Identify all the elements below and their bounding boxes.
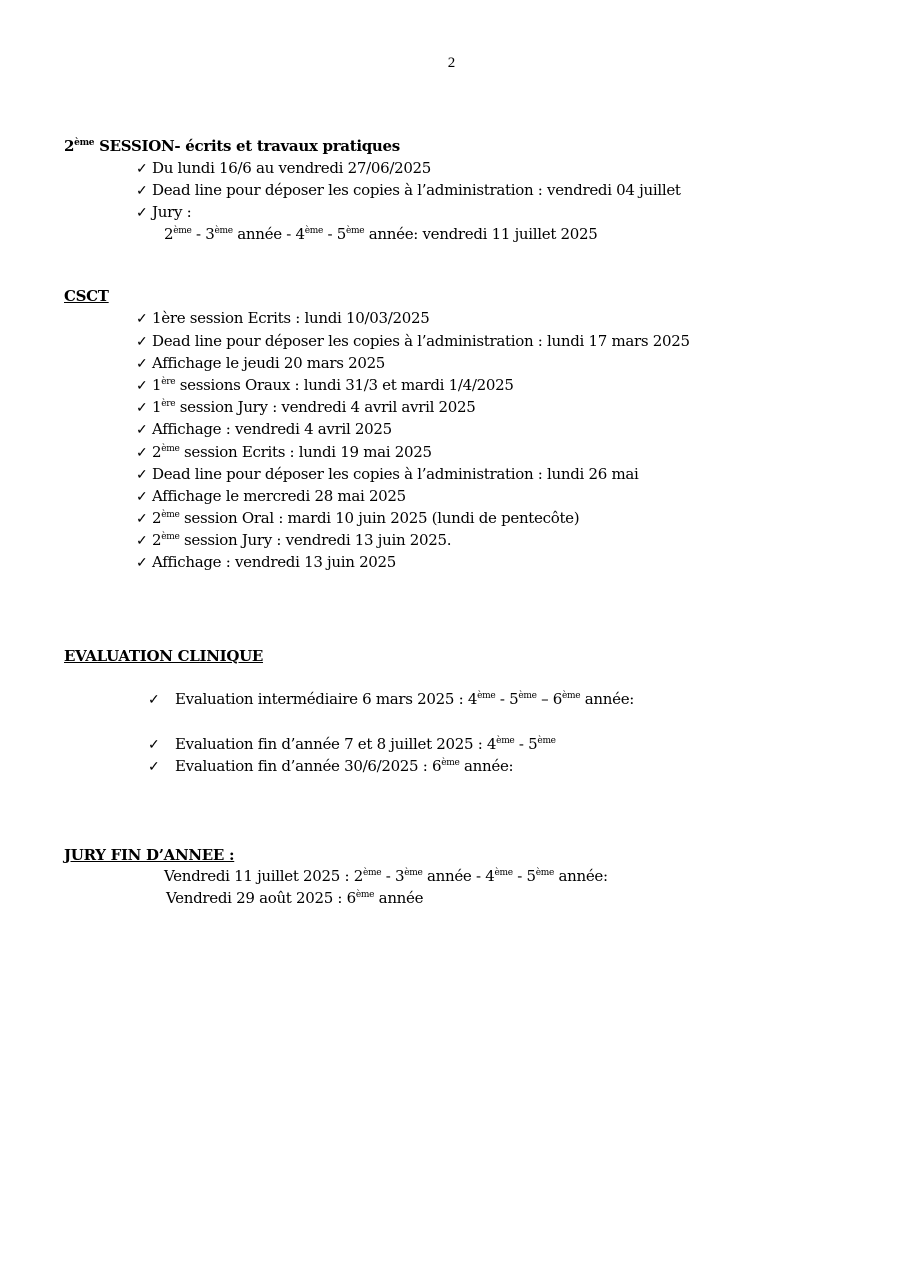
list-item-text: Jury : bbox=[152, 203, 192, 221]
list-item: ✓ Evaluation fin d’année 30/6/2025 : 6ème année: bbox=[148, 757, 514, 775]
checkmark-icon: ✓ bbox=[136, 489, 148, 505]
heading-suffix: ème bbox=[74, 138, 95, 148]
list-item-text: Du lundi 16/6 au vendredi 27/06/2025 bbox=[152, 159, 432, 177]
list-item: ✓ Dead line pour déposer les copies à l’administration : lundi 17 mars 2025 bbox=[136, 332, 690, 350]
list-item: ✓ Affichage : vendredi 4 avril 2025 bbox=[136, 420, 392, 438]
list-item: ✓ 1ère sessions Oraux : lundi 31/3 et mardi 1/4/2025 bbox=[136, 376, 514, 394]
list-item: ✓ Affichage le jeudi 20 mars 2025 bbox=[136, 354, 386, 372]
list-item: ✓ 2ème session Oral : mardi 10 juin 2025 (lundi de pentecôte) bbox=[136, 509, 580, 527]
checkmark-icon: ✓ bbox=[136, 183, 148, 199]
list-item: ✓ Dead line pour déposer les copies à l’administration : lundi 26 mai bbox=[136, 465, 639, 483]
heading-number: 2 bbox=[64, 137, 75, 155]
list-item: ✓ 1ère session Jury : vendredi 4 avril avril 2025 bbox=[136, 398, 476, 416]
checkmark-icon: ✓ bbox=[136, 511, 148, 527]
page-number: 2 bbox=[447, 55, 456, 71]
eval-heading: EVALUATION CLINIQUE bbox=[64, 647, 263, 665]
checkmark-icon: ✓ bbox=[136, 334, 148, 350]
list-item bbox=[136, 158, 431, 178]
checkmark-icon: ✓ bbox=[136, 445, 148, 461]
list-item-text: Dead line pour déposer les copies à l’administration : vendredi 04 juillet bbox=[152, 181, 681, 199]
jury-years-line: 2ème - 3ème année - 4ème - 5ème année: vendredi 11 juillet 2025 bbox=[164, 225, 598, 243]
jury-line: Vendredi 11 juillet 2025 : 2ème - 3ème année - 4ème - 5ème année: bbox=[164, 867, 608, 885]
checkmark-icon: ✓ bbox=[136, 161, 148, 177]
csct-heading: CSCT bbox=[64, 287, 109, 305]
jury-fin-heading: JURY FIN D’ANNEE : bbox=[64, 846, 235, 864]
list-item: ✓ Affichage : vendredi 13 juin 2025 bbox=[136, 553, 397, 571]
list-item: ✓ Evaluation intermédiaire 6 mars 2025 : 4ème - 5ème – 6ème année: bbox=[148, 690, 635, 708]
checkmark-icon: ✓ bbox=[148, 759, 160, 775]
checkmark-icon: ✓ bbox=[148, 692, 160, 708]
checkmark-icon: ✓ bbox=[136, 356, 148, 372]
session2-heading bbox=[64, 136, 400, 156]
checkmark-icon: ✓ bbox=[136, 205, 148, 221]
jury-line: Vendredi 29 août 2025 : 6ème année bbox=[166, 889, 424, 907]
list-item: ✓ 2ème session Jury : vendredi 13 juin 2025. bbox=[136, 531, 452, 549]
list-item: ✓ Affichage le mercredi 28 mai 2025 bbox=[136, 487, 406, 505]
checkmark-icon: ✓ bbox=[148, 737, 160, 753]
checkmark-icon: ✓ bbox=[136, 467, 148, 483]
checkmark-icon: ✓ bbox=[136, 378, 148, 394]
list-item: ✓ 1ère session Ecrits : lundi 10/03/2025 bbox=[136, 309, 430, 327]
checkmark-icon: ✓ bbox=[136, 555, 148, 571]
list-item: ✓ 2ème session Ecrits : lundi 19 mai 2025 bbox=[136, 443, 432, 461]
checkmark-icon: ✓ bbox=[136, 311, 148, 327]
list-item bbox=[136, 202, 191, 222]
heading-text: SESSION- écrits et travaux pratiques bbox=[94, 137, 400, 155]
checkmark-icon: ✓ bbox=[136, 400, 148, 416]
checkmark-icon: ✓ bbox=[136, 422, 148, 438]
checkmark-icon: ✓ bbox=[136, 533, 148, 549]
list-item bbox=[136, 180, 681, 200]
list-item: ✓ Evaluation fin d’année 7 et 8 juillet 2025 : 4ème - 5ème bbox=[148, 735, 556, 753]
